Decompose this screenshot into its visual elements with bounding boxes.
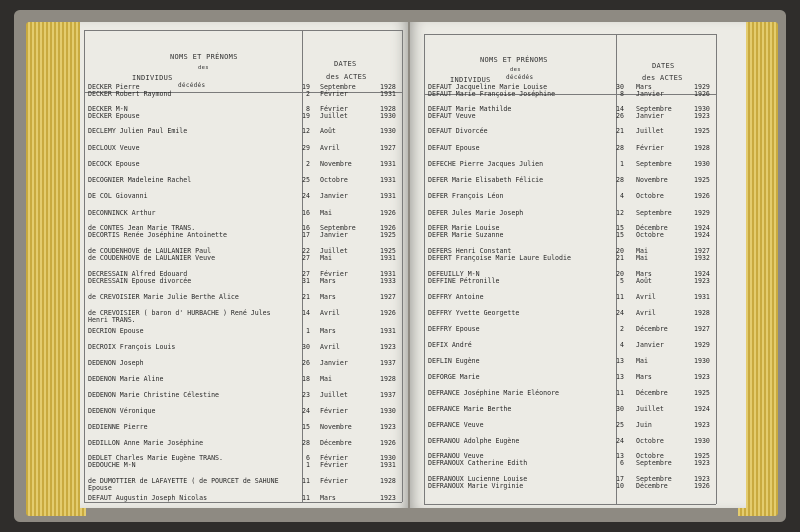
actes-header: des ACTES (642, 74, 683, 82)
entry-name: DECOGNIER Madeleine Rachel (88, 176, 192, 184)
entry-name: DEDOUCHE M-N (88, 461, 136, 469)
entry-month: Février (320, 407, 348, 415)
entry-month: Mars (636, 270, 652, 278)
entry-name: DECKER Robert Raymond (88, 90, 172, 98)
entry-day: 26 (302, 359, 310, 367)
entry-year: 1923 (694, 459, 710, 467)
bottom-border (424, 504, 716, 505)
entry-month: Février (320, 105, 348, 113)
bottom-border (84, 502, 402, 503)
entry-year: 1924 (694, 224, 710, 232)
entry-day: 5 (620, 277, 624, 285)
entry-year: 1925 (380, 247, 396, 255)
entry-year: 1931 (380, 90, 396, 98)
entry-day: 24 (616, 437, 624, 445)
entry-year: 1930 (380, 127, 396, 135)
entry-name: DEFRANOUX Marie Virginie (428, 482, 524, 490)
entry-day: 28 (302, 439, 310, 447)
entry-year: 1927 (694, 247, 710, 255)
entry-year: 1932 (694, 254, 710, 262)
entry-day: 14 (302, 309, 310, 317)
entry-name: DECLEMY Julien Paul Emile (88, 127, 188, 135)
names-header: NOMS ET PRÉNOMS (170, 53, 238, 61)
entry-month: Janvier (320, 359, 348, 367)
entry-month: Mai (636, 254, 648, 262)
entry-month: Septembre (636, 160, 672, 168)
entry-day: 30 (302, 343, 310, 351)
entry-year: 1925 (694, 389, 710, 397)
entry-month: Juin (636, 421, 652, 429)
entry-name: DEFEUILLY M-N (428, 270, 480, 278)
entry-day: 18 (302, 375, 310, 383)
entry-name: DEFRANCE Joséphine Marie Eléonore (428, 389, 560, 397)
entry-year: 1923 (694, 475, 710, 483)
entry-year: 1926 (694, 90, 710, 98)
entry-year: 1925 (694, 176, 710, 184)
entry-name: DEFER François Léon (428, 192, 504, 200)
entry-day: 24 (616, 309, 624, 317)
entry-name: DEDENON Véronique (88, 407, 156, 415)
entry-month: Avril (320, 309, 340, 317)
entry-name: DE COL Giovanni (88, 192, 148, 200)
entry-name: DEDLET Charles Marie Eugène TRANS. (88, 454, 223, 462)
entry-day: 24 (302, 192, 310, 200)
entry-month: Mars (636, 83, 652, 91)
entry-year: 1925 (694, 127, 710, 135)
entry-day: 1 (306, 461, 310, 469)
entry-month: Avril (636, 293, 656, 301)
entry-name: de CONTES Jean Marie TRANS. (88, 224, 196, 232)
right-border (402, 30, 403, 502)
entry-day: 27 (302, 254, 310, 262)
entry-year: 1930 (380, 407, 396, 415)
entry-day: 21 (302, 293, 310, 301)
entry-month: Octobre (320, 176, 348, 184)
entry-day: 1 (620, 160, 624, 168)
entry-day: 27 (302, 270, 310, 278)
entry-name: DEFRANCE Marie Berthe (428, 405, 512, 413)
entry-month: Mars (636, 373, 652, 381)
dates-header: DATES (334, 60, 357, 68)
entry-day: 1 (306, 327, 310, 335)
entry-name: DECRION Epouse (88, 327, 144, 335)
entry-year: 1930 (694, 105, 710, 113)
entry-day: 11 (616, 293, 624, 301)
left-border (424, 34, 425, 504)
entry-name: DEFER Marie Elisabeth Félicie (428, 176, 544, 184)
entry-month: Février (320, 461, 348, 469)
entry-year: 1926 (380, 224, 396, 232)
entry-year: 1926 (694, 192, 710, 200)
entry-day: 2 (306, 90, 310, 98)
entry-month: Mars (320, 327, 336, 335)
entry-year: 1926 (380, 209, 396, 217)
entry-month: Novembre (636, 176, 668, 184)
entry-name: DEFRANOU Adolphe Eugène (428, 437, 520, 445)
entry-day: 11 (302, 477, 310, 485)
entry-month: Août (636, 277, 652, 285)
entry-month: Décembre (320, 439, 352, 447)
entry-name: DECKER Epouse (88, 112, 140, 120)
individus-header: INDIVIDUS (132, 74, 173, 82)
entry-day: 13 (616, 452, 624, 460)
entry-month: Janvier (320, 231, 348, 239)
entry-name: DEDILLON Anne Marie Joséphine (88, 439, 204, 447)
entry-name: de CREVOISIER Marie Julie Berthe Alice (88, 293, 239, 301)
entry-year: 1923 (380, 494, 396, 502)
entry-name: DEFFRY Antoine (428, 293, 484, 301)
entry-name: DECKER M-N (88, 105, 128, 113)
entry-year: 1937 (380, 359, 396, 367)
entry-year: 1923 (380, 423, 396, 431)
left-border (84, 30, 85, 502)
entry-year: 1931 (380, 160, 396, 168)
entry-name: DEFLIN Eugène (428, 357, 480, 365)
entry-month: Octobre (636, 231, 664, 239)
top-border (84, 30, 402, 31)
entry-name: DECRESSAIN Epouse divorcée (88, 277, 192, 285)
entry-day: 12 (616, 209, 624, 217)
entry-month: Mai (636, 357, 648, 365)
entry-day: 6 (620, 459, 624, 467)
entry-year: 1928 (694, 144, 710, 152)
entry-month: Août (320, 127, 336, 135)
entry-year: 1929 (694, 83, 710, 91)
entry-day: 2 (620, 325, 624, 333)
column-divider (302, 30, 303, 502)
entry-month: Juillet (636, 405, 664, 413)
entry-name: DEFER Marie Suzanne (428, 231, 504, 239)
entry-day: 8 (620, 90, 624, 98)
decedes-label: décédés (506, 74, 534, 81)
entry-month: Février (320, 90, 348, 98)
entry-month: Octobre (636, 437, 664, 445)
right-border (716, 34, 717, 504)
entry-name: DEFAUT Epouse (428, 144, 480, 152)
entry-name: de DUMOTTIER de LAFAYETTE ( de POURCET de SAHUNE (88, 477, 279, 485)
entry-month: Mars (320, 293, 336, 301)
entry-day: 16 (302, 224, 310, 232)
entry-year: 1926 (694, 482, 710, 490)
entry-day: 15 (616, 224, 624, 232)
entry-day: 25 (302, 176, 310, 184)
entry-year: 1927 (694, 325, 710, 333)
entry-month: Novembre (320, 423, 352, 431)
entry-month: Septembre (636, 209, 672, 217)
entry-year: 1930 (380, 454, 396, 462)
entry-year: 1930 (694, 357, 710, 365)
entry-year: 1930 (694, 160, 710, 168)
entry-name: DEFRANOUX Catherine Edith (428, 459, 528, 467)
entry-month: Septembre (636, 459, 672, 467)
entry-month: Février (320, 454, 348, 462)
entry-month: Avril (636, 309, 656, 317)
entry-year: 1925 (694, 452, 710, 460)
entry-name: DEFRANOU Veuve (428, 452, 484, 460)
entry-day: 19 (302, 83, 310, 91)
entry-day: 21 (616, 127, 624, 135)
entry-month: Janvier (636, 90, 664, 98)
entry-name: Henri TRANS. (88, 316, 136, 324)
entry-name: DEFIX André (428, 341, 472, 349)
entry-year: 1926 (380, 309, 396, 317)
entry-name: DECONNINCK Arthur (88, 209, 156, 217)
entry-day: 28 (616, 176, 624, 184)
dates-header: DATES (652, 62, 675, 70)
entry-day: 25 (616, 421, 624, 429)
entry-name: DEFFRY Yvette Georgette (428, 309, 520, 317)
entry-day: 21 (616, 254, 624, 262)
entry-month: Décembre (636, 325, 668, 333)
entry-day: 4 (620, 341, 624, 349)
entry-day: 13 (616, 357, 624, 365)
entry-year: 1929 (694, 209, 710, 217)
entry-day: 17 (616, 475, 624, 483)
entry-month: Janvier (320, 192, 348, 200)
entry-name: DEDENON Marie Christine Célestine (88, 391, 220, 399)
entry-name: DEDENON Marie Aline (88, 375, 164, 383)
entry-year: 1924 (694, 270, 710, 278)
entry-day: 20 (616, 247, 624, 255)
entry-month: Décembre (636, 224, 668, 232)
entry-year: 1931 (380, 176, 396, 184)
entry-month: Septembre (636, 105, 672, 113)
entry-day: 14 (616, 105, 624, 113)
entry-name: de COUDENHOVE de LAULANIER Paul (88, 247, 212, 255)
entry-month: Octobre (636, 452, 664, 460)
entry-year: 1923 (694, 112, 710, 120)
entry-month: Décembre (636, 482, 668, 490)
entry-name: DEFFRY Epouse (428, 325, 480, 333)
entry-day: 2 (306, 160, 310, 168)
entry-year: 1931 (694, 293, 710, 301)
entry-name: DEFRANCE Veuve (428, 421, 484, 429)
entry-day: 28 (616, 144, 624, 152)
entry-year: 1924 (694, 405, 710, 413)
entry-name: DEFAUT Augustin Joseph Nicolas (88, 494, 208, 502)
entry-month: Janvier (636, 112, 664, 120)
entry-day: 4 (620, 192, 624, 200)
entry-day: 10 (616, 482, 624, 490)
entry-month: Novembre (320, 160, 352, 168)
entry-name: DEFORGE Marie (428, 373, 480, 381)
entry-name: DEFRANOUX Lucienne Louise (428, 475, 528, 483)
entry-month: Mars (320, 277, 336, 285)
entry-name: DEDENON Joseph (88, 359, 144, 367)
entry-name: DEFAUT Jacqueline Marie Louise (428, 83, 548, 91)
entry-year: 1931 (380, 254, 396, 262)
entry-day: 11 (616, 389, 624, 397)
names-header: NOMS ET PRÉNOMS (480, 56, 548, 64)
entry-month: Janvier (636, 341, 664, 349)
entry-name: DEFAUT Marie Françoise Joséphine (428, 90, 556, 98)
entry-year: 1931 (380, 327, 396, 335)
entry-year: 1928 (694, 309, 710, 317)
entry-month: Février (320, 477, 348, 485)
entry-name: de COUDENHOVE de LAULANIER Veuve (88, 254, 216, 262)
entry-year: 1923 (380, 343, 396, 351)
entry-month: Septembre (636, 475, 672, 483)
entry-year: 1925 (380, 231, 396, 239)
entry-name: DEFER Marie Louise (428, 224, 500, 232)
entry-day: 17 (302, 231, 310, 239)
entry-day: 11 (302, 494, 310, 502)
entry-name: DEFAUT Divorcée (428, 127, 488, 135)
entry-month: Mars (320, 494, 336, 502)
entry-month: Mai (320, 254, 332, 262)
entry-year: 1930 (694, 437, 710, 445)
entry-day: 30 (616, 83, 624, 91)
entry-day: 8 (306, 105, 310, 113)
entry-day: 20 (616, 270, 624, 278)
entry-name: Epouse (88, 484, 112, 492)
entry-year: 1926 (380, 439, 396, 447)
entry-year: 1924 (694, 231, 710, 239)
entry-day: 30 (616, 405, 624, 413)
entry-day: 22 (302, 247, 310, 255)
entry-day: 23 (302, 391, 310, 399)
entry-day: 24 (302, 407, 310, 415)
entry-name: DECORTIS Renée Joséphine Antoinette (88, 231, 227, 239)
entry-month: Février (636, 144, 664, 152)
entry-year: 1931 (380, 192, 396, 200)
entry-day: 6 (306, 454, 310, 462)
entry-month: Mai (636, 247, 648, 255)
entry-day: 16 (302, 209, 310, 217)
actes-header: des ACTES (326, 73, 367, 81)
entry-day: 31 (302, 277, 310, 285)
des-label: des (510, 67, 521, 73)
entry-year: 1930 (380, 112, 396, 120)
entry-day: 12 (302, 127, 310, 135)
entry-year: 1923 (694, 277, 710, 285)
entry-year: 1931 (380, 270, 396, 278)
entry-month: Juillet (320, 112, 348, 120)
entry-name: DEFAUT Marie Mathilde (428, 105, 512, 113)
entry-month: Mai (320, 375, 332, 383)
entry-year: 1923 (694, 373, 710, 381)
entry-name: DECROIX François Louis (88, 343, 176, 351)
entry-year: 1937 (380, 391, 396, 399)
entry-month: Avril (320, 343, 340, 351)
entry-month: Décembre (636, 389, 668, 397)
entry-month: Octobre (636, 192, 664, 200)
entry-name: DEFERS Henri Constant (428, 247, 512, 255)
entry-year: 1928 (380, 83, 396, 91)
entry-name: DEFERT Françoise Marie Laure Eulodie (428, 254, 571, 262)
entry-name: DECLOUX Veuve (88, 144, 140, 152)
entry-day: 15 (616, 231, 624, 239)
individus-header: INDIVIDUS (450, 76, 491, 84)
entry-year: 1928 (380, 477, 396, 485)
entry-month: Avril (320, 144, 340, 152)
entry-day: 15 (302, 423, 310, 431)
entry-name: DEFER Jules Marie Joseph (428, 209, 524, 217)
entry-day: 26 (616, 112, 624, 120)
entry-year: 1931 (380, 461, 396, 469)
entry-month: Septembre (320, 224, 356, 232)
entry-name: DECOCK Epouse (88, 160, 140, 168)
entry-name: DEFAUT Veuve (428, 112, 476, 120)
decedes-label: décédés (178, 82, 206, 89)
page-edges-left (26, 22, 86, 516)
entry-name: DECRESSAIN Alfred Edouard (88, 270, 188, 278)
right-page (410, 22, 746, 508)
entry-year: 1928 (380, 375, 396, 383)
entry-name: de CREVOISIER ( baron d' HURBACHE ) René Jules (88, 309, 271, 317)
entry-year: 1927 (380, 144, 396, 152)
entry-year: 1929 (694, 341, 710, 349)
entry-name: DEDIENNE Pierre (88, 423, 148, 431)
entry-month: Juillet (636, 127, 664, 135)
entry-month: Septembre (320, 83, 356, 91)
left-page (80, 22, 408, 508)
entry-name: DEFFINE Pétronille (428, 277, 500, 285)
entry-year: 1923 (694, 421, 710, 429)
entry-month: Juillet (320, 391, 348, 399)
entry-year: 1928 (380, 105, 396, 113)
top-border (424, 34, 716, 35)
entry-day: 19 (302, 112, 310, 120)
entry-month: Mai (320, 209, 332, 217)
entry-day: 29 (302, 144, 310, 152)
entry-month: Février (320, 270, 348, 278)
entry-day: 13 (616, 373, 624, 381)
entry-name: DECKER Pierre (88, 83, 140, 91)
entry-month: Juillet (320, 247, 348, 255)
entry-name: DEFECHE Pierre Jacques Julien (428, 160, 544, 168)
des-label: des (198, 65, 209, 71)
entry-year: 1927 (380, 293, 396, 301)
entry-year: 1933 (380, 277, 396, 285)
